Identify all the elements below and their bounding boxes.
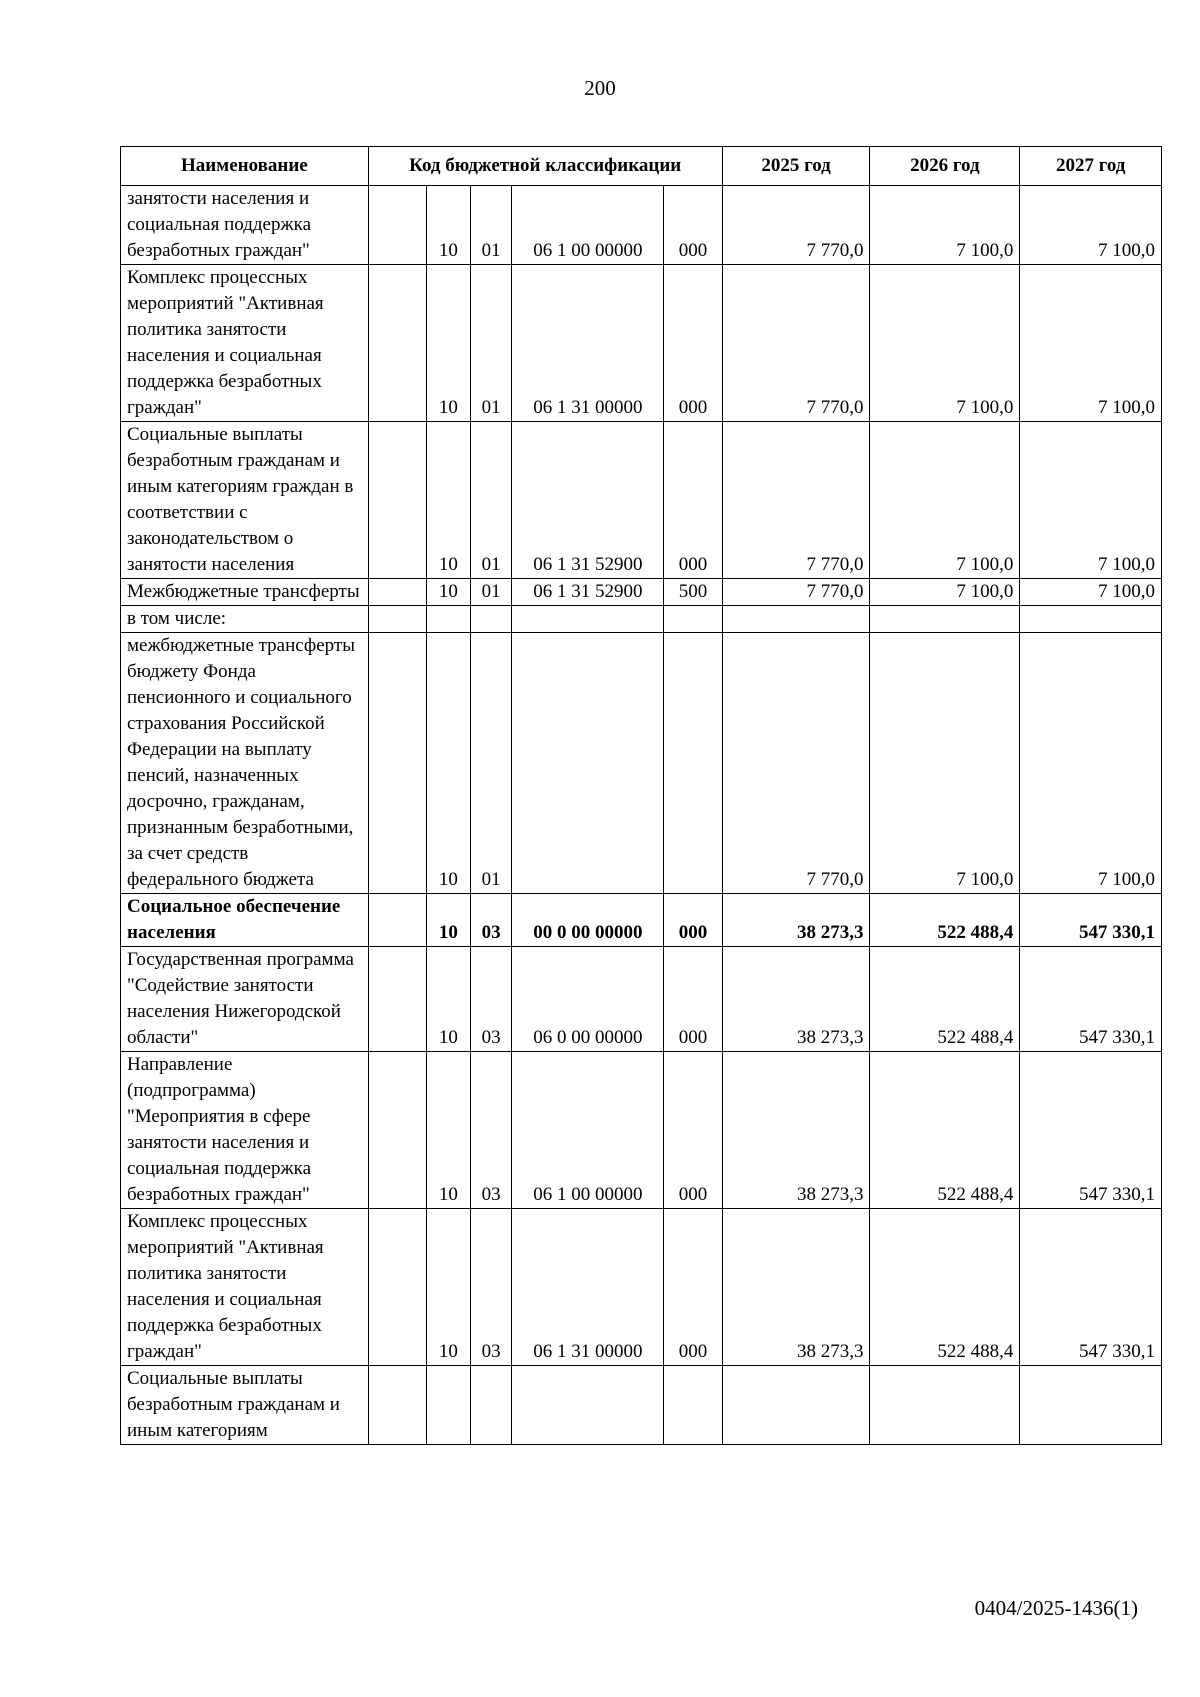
row-code-subsection: 03 (470, 1052, 512, 1209)
row-value-2025: 7 770,0 (722, 186, 870, 265)
row-code-subsection: 01 (470, 579, 512, 606)
row-value-2026: 522 488,4 (870, 1209, 1020, 1366)
table-row (121, 265, 1162, 422)
header-name: Наименование (121, 147, 369, 186)
row-code-1 (368, 265, 426, 422)
row-value-2026 (870, 606, 1020, 633)
table-row (121, 894, 1162, 947)
row-code-target: 06 1 31 52900 (512, 579, 664, 606)
row-value-2025 (722, 1366, 870, 1445)
row-value-2027: 547 330,1 (1020, 894, 1162, 947)
row-code-section: 10 (427, 1052, 471, 1209)
row-name: межбюджетные трансферты бюджету Фонда пенсионного и социального страхования Российской Федерации на выплату пенсий, назначенных досрочно, гражданам, признанным безработными, за счет средств федерального бюджета (121, 633, 369, 894)
row-name: Комплекс процессных мероприятий "Активная политика занятости населения и социальная поддержка безработных граждан" (121, 1209, 369, 1366)
header-2026: 2026 год (870, 147, 1020, 186)
row-code-expense: 000 (664, 894, 722, 947)
row-code-1 (368, 186, 426, 265)
row-code-section (427, 1366, 471, 1445)
row-value-2025: 7 770,0 (722, 265, 870, 422)
row-code-target: 06 1 31 00000 (512, 1209, 664, 1366)
row-code-expense (664, 1366, 722, 1445)
table-row (121, 1366, 1162, 1445)
row-name: Направление (подпрограмма) "Мероприятия в сфере занятости населения и социальная поддержка безработных граждан" (121, 1052, 369, 1209)
row-code-expense: 000 (664, 947, 722, 1052)
row-code-section: 10 (427, 265, 471, 422)
row-code-subsection: 03 (470, 947, 512, 1052)
row-code-expense: 500 (664, 579, 722, 606)
table-row (121, 1209, 1162, 1366)
row-value-2027: 547 330,1 (1020, 1052, 1162, 1209)
row-value-2025: 38 273,3 (722, 1052, 870, 1209)
row-value-2027: 7 100,0 (1020, 422, 1162, 579)
row-code-section: 10 (427, 894, 471, 947)
row-code-target: 06 0 00 00000 (512, 947, 664, 1052)
row-code-target (512, 606, 664, 633)
table-row (121, 422, 1162, 579)
row-name: Государственная программа "Содействие занятости населения Нижегородской области" (121, 947, 369, 1052)
row-code-expense: 000 (664, 186, 722, 265)
row-code-expense: 000 (664, 1052, 722, 1209)
row-code-subsection (470, 1366, 512, 1445)
row-code-expense: 000 (664, 265, 722, 422)
row-code-target (512, 633, 664, 894)
row-code-1 (368, 579, 426, 606)
row-value-2026: 522 488,4 (870, 894, 1020, 947)
row-value-2026: 7 100,0 (870, 186, 1020, 265)
row-code-section: 10 (427, 947, 471, 1052)
row-name: Межбюджетные трансферты (121, 579, 369, 606)
row-name: Социальные выплаты безработным гражданам и иным категориям (121, 1366, 369, 1445)
row-code-1 (368, 947, 426, 1052)
row-value-2027: 7 100,0 (1020, 186, 1162, 265)
row-name: Комплекс процессных мероприятий "Активная политика занятости населения и социальная поддержка безработных граждан" (121, 265, 369, 422)
row-code-1 (368, 606, 426, 633)
row-code-subsection: 03 (470, 1209, 512, 1366)
row-value-2026: 522 488,4 (870, 1052, 1020, 1209)
row-code-section: 10 (427, 579, 471, 606)
table-row (121, 579, 1162, 606)
row-code-1 (368, 1366, 426, 1445)
row-code-expense: 000 (664, 422, 722, 579)
row-code-1 (368, 633, 426, 894)
row-value-2025: 7 770,0 (722, 633, 870, 894)
row-value-2027 (1020, 606, 1162, 633)
row-code-target: 00 0 00 00000 (512, 894, 664, 947)
row-code-section: 10 (427, 633, 471, 894)
row-value-2027: 7 100,0 (1020, 579, 1162, 606)
table-row (121, 1052, 1162, 1209)
row-code-1 (368, 894, 426, 947)
header-code: Код бюджетной классификации (368, 147, 722, 186)
table-row (121, 633, 1162, 894)
document-code: 0404/2025-1436(1) (974, 1596, 1138, 1620)
row-value-2025: 38 273,3 (722, 1209, 870, 1366)
row-name: в том числе: (121, 606, 369, 633)
budget-table (120, 146, 1162, 1445)
row-value-2026: 7 100,0 (870, 422, 1020, 579)
header-2027: 2027 год (1020, 147, 1162, 186)
row-code-target: 06 1 00 00000 (512, 1052, 664, 1209)
table-row (121, 186, 1162, 265)
row-value-2027 (1020, 1366, 1162, 1445)
table-header-row (121, 147, 1162, 186)
row-code-subsection: 01 (470, 186, 512, 265)
row-code-expense: 000 (664, 1209, 722, 1366)
row-code-expense (664, 633, 722, 894)
row-value-2025 (722, 606, 870, 633)
row-code-subsection: 01 (470, 265, 512, 422)
row-code-expense (664, 606, 722, 633)
row-code-target: 06 1 31 52900 (512, 422, 664, 579)
row-code-subsection: 03 (470, 894, 512, 947)
page-number: 200 (584, 76, 616, 100)
row-name: Социальные выплаты безработным гражданам и иным категориям граждан в соответствии с законодательством о занятости населения (121, 422, 369, 579)
row-value-2025: 38 273,3 (722, 894, 870, 947)
row-value-2025: 7 770,0 (722, 579, 870, 606)
row-code-subsection (470, 606, 512, 633)
row-code-subsection: 01 (470, 633, 512, 894)
row-value-2027: 7 100,0 (1020, 265, 1162, 422)
row-code-section: 10 (427, 1209, 471, 1366)
table-row (121, 606, 1162, 633)
row-code-1 (368, 422, 426, 579)
row-code-target (512, 1366, 664, 1445)
row-code-target: 06 1 00 00000 (512, 186, 664, 265)
row-code-section (427, 606, 471, 633)
table-row (121, 947, 1162, 1052)
row-code-1 (368, 1209, 426, 1366)
row-code-target: 06 1 31 00000 (512, 265, 664, 422)
row-name: занятости населения и социальная поддержка безработных граждан" (121, 186, 369, 265)
header-2025: 2025 год (722, 147, 870, 186)
row-value-2025: 7 770,0 (722, 422, 870, 579)
row-value-2027: 547 330,1 (1020, 1209, 1162, 1366)
row-code-subsection: 01 (470, 422, 512, 579)
row-value-2026: 522 488,4 (870, 947, 1020, 1052)
row-code-1 (368, 1052, 426, 1209)
row-code-section: 10 (427, 422, 471, 579)
row-value-2025: 38 273,3 (722, 947, 870, 1052)
row-name: Социальное обеспечение населения (121, 894, 369, 947)
row-code-section: 10 (427, 186, 471, 265)
row-value-2026: 7 100,0 (870, 265, 1020, 422)
row-value-2026: 7 100,0 (870, 579, 1020, 606)
row-value-2027: 547 330,1 (1020, 947, 1162, 1052)
row-value-2026 (870, 1366, 1020, 1445)
row-value-2027: 7 100,0 (1020, 633, 1162, 894)
row-value-2026: 7 100,0 (870, 633, 1020, 894)
